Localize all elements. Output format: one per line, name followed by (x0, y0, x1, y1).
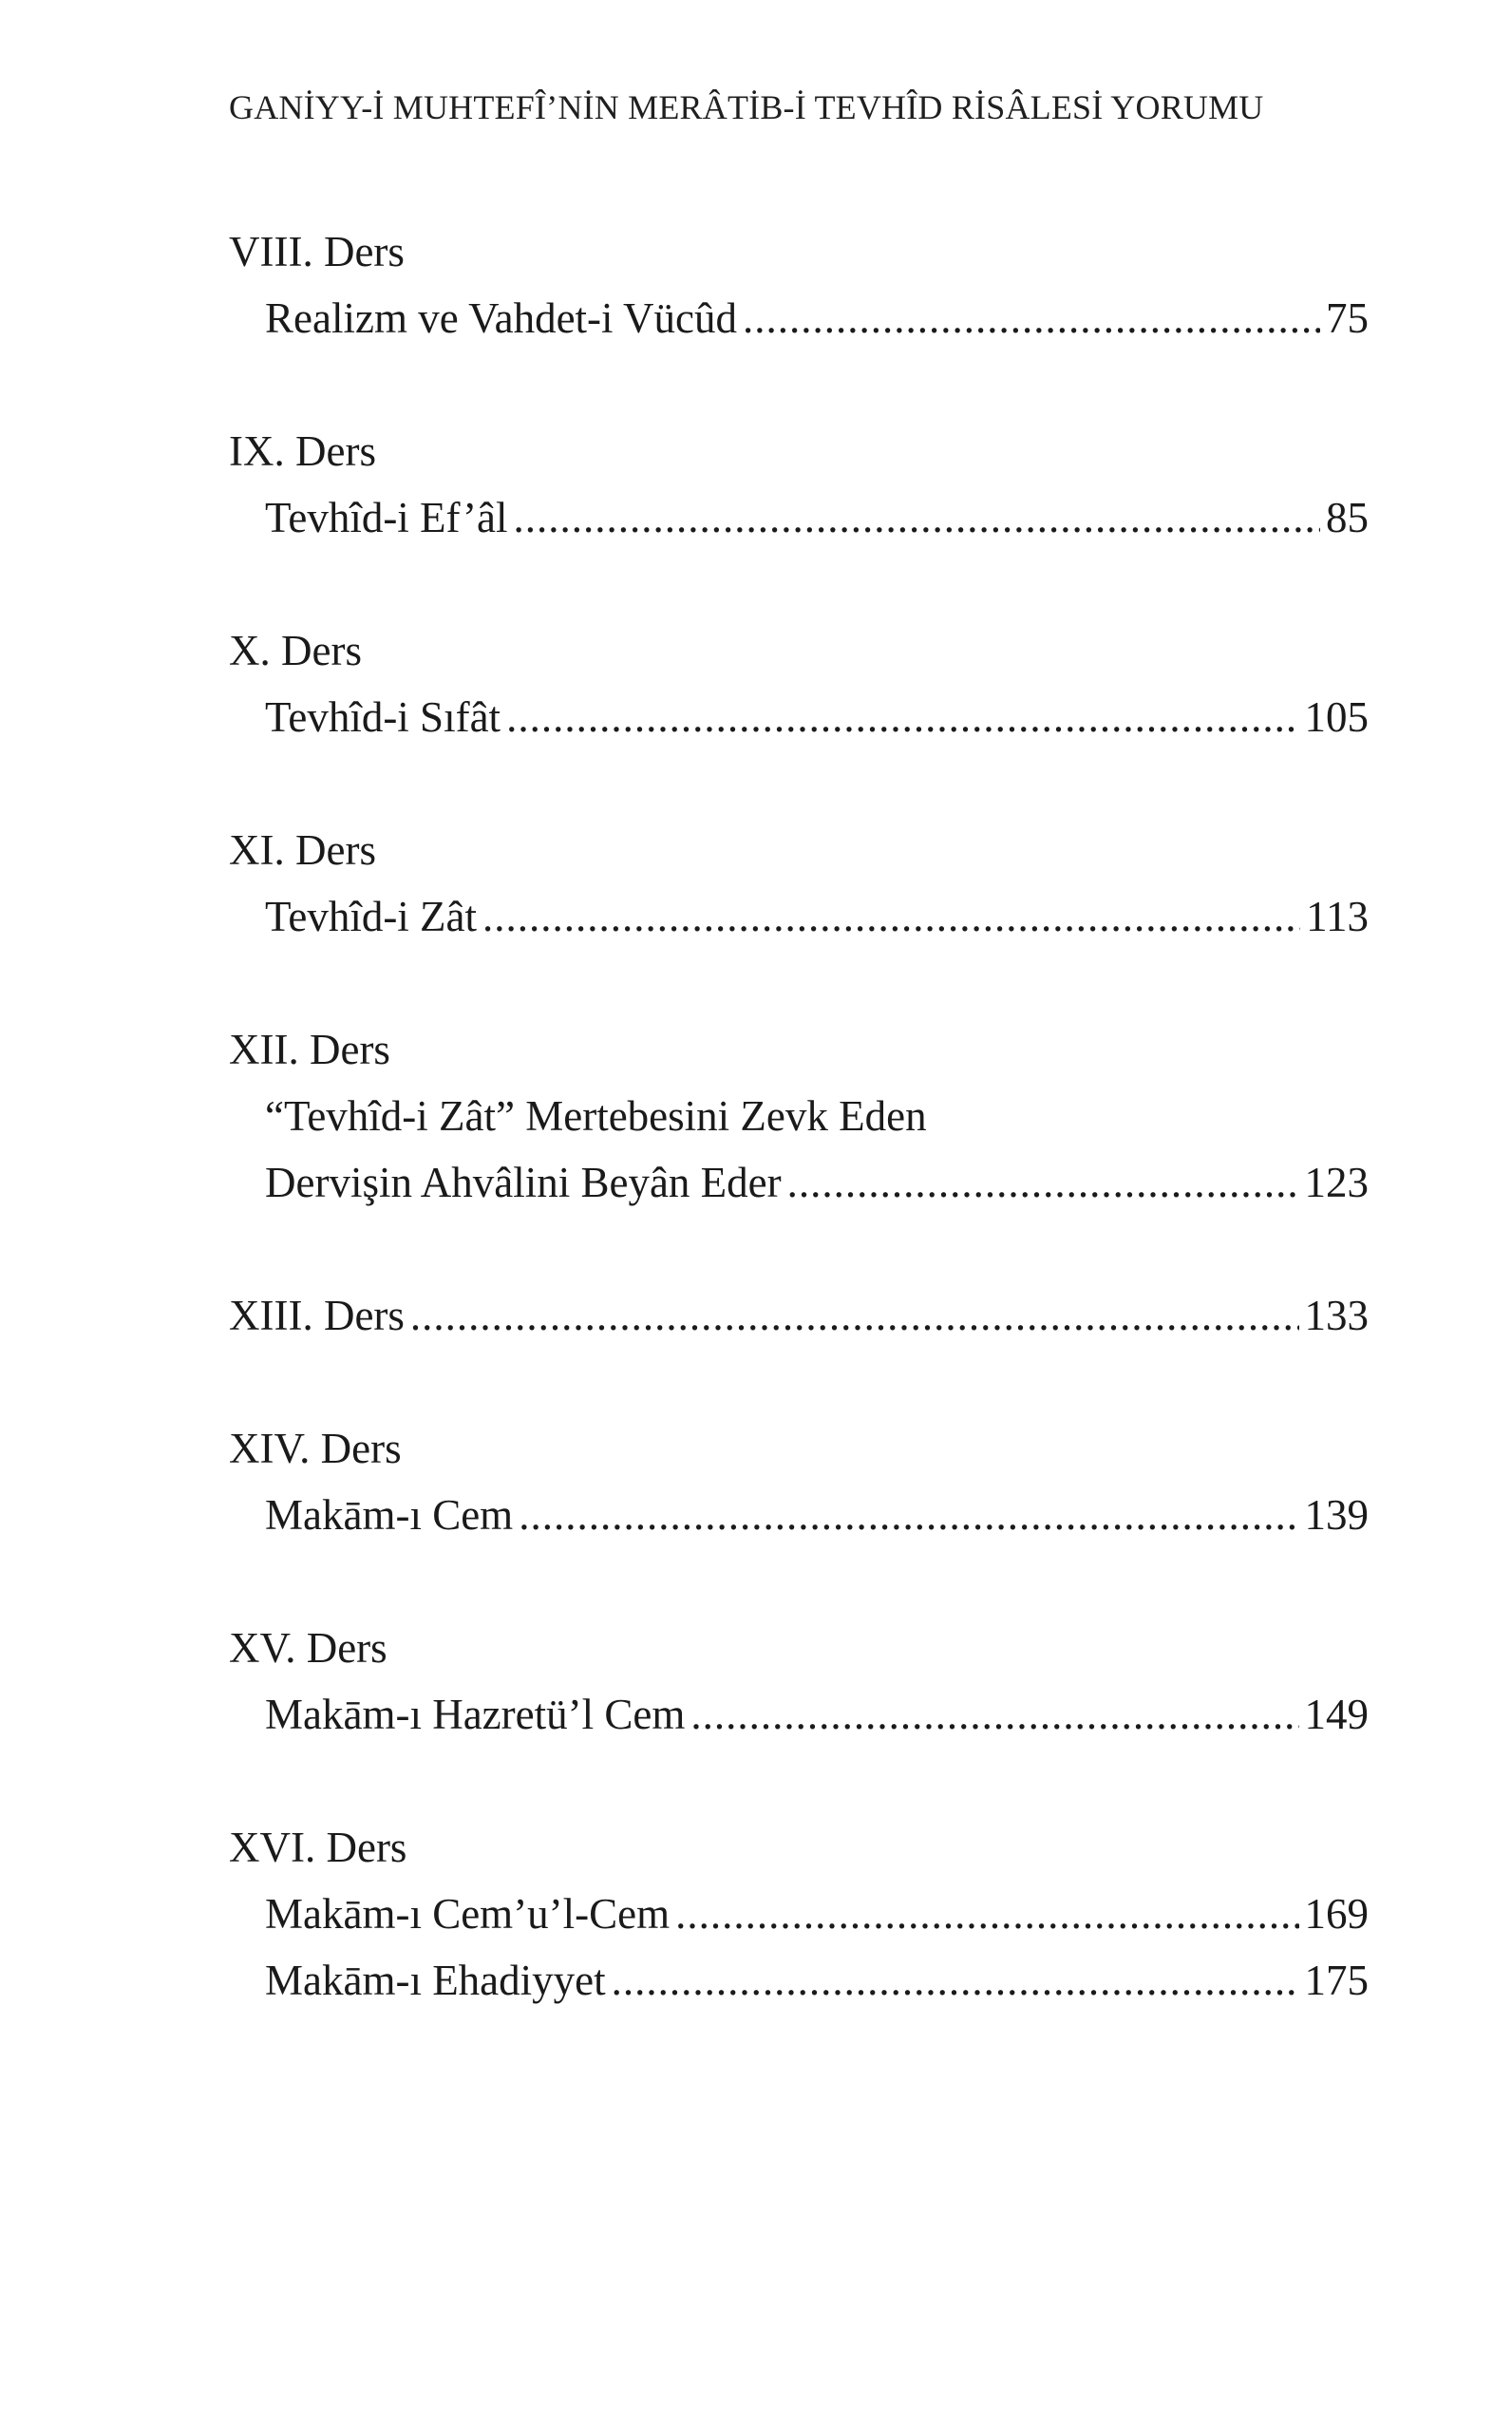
toc-section-xvi (229, 1814, 1369, 2014)
dot-leader (519, 1482, 1298, 1548)
page-number: 133 (1304, 1292, 1369, 1339)
toc-section-xiii (229, 1282, 1369, 1349)
toc-entry[interactable] (229, 484, 1369, 551)
toc-section-xiv (229, 1415, 1369, 1548)
toc-entry[interactable] (229, 1149, 1369, 1216)
section-heading: XIV. Ders (229, 1425, 402, 1472)
entry-title: Makām-ı Cem’u’l-Cem (265, 1890, 671, 1938)
toc-entry[interactable] (229, 1282, 1369, 1349)
toc-section-xi (229, 817, 1369, 950)
page-number: 175 (1304, 1957, 1369, 2004)
section-heading: XVI. Ders (229, 1824, 407, 1871)
section-heading: XIII. Ders (229, 1292, 405, 1339)
page-number: 139 (1304, 1491, 1369, 1539)
page-number: 169 (1304, 1890, 1369, 1938)
toc-entry[interactable] (229, 883, 1369, 950)
entry-title: Makām-ı Ehadiyyet (265, 1957, 606, 2004)
page-number: 105 (1304, 693, 1369, 741)
dot-leader (743, 285, 1320, 351)
toc-section-xv (229, 1615, 1369, 1748)
running-header: GANİYY-İ MUHTEFÎ’NİN MERÂTİB-İ TEVHÎD RİSÂLESİ YORUMU (229, 88, 1264, 126)
page-number: 75 (1326, 294, 1369, 342)
entry-title: Realizm ve Vahdet-i Vücûd (265, 294, 737, 342)
section-heading: XI. Ders (229, 826, 376, 874)
dot-leader (612, 1947, 1299, 2014)
section-heading: X. Ders (229, 627, 362, 674)
page-number: 113 (1306, 893, 1369, 940)
page-number: 85 (1326, 494, 1369, 541)
dot-leader (513, 484, 1320, 551)
dot-leader (506, 684, 1298, 750)
toc-entry[interactable] (229, 1881, 1369, 1947)
page-number: 149 (1304, 1691, 1369, 1738)
toc-section-x (229, 617, 1369, 750)
dot-leader (675, 1881, 1298, 1947)
dot-leader (690, 1681, 1298, 1748)
section-heading: VIII. Ders (229, 228, 405, 275)
toc-entry[interactable] (229, 1482, 1369, 1548)
toc-section-xii (229, 1016, 1369, 1216)
toc-section-ix (229, 418, 1369, 551)
entry-title: Makām-ı Cem (265, 1491, 514, 1539)
entry-title-line: “Tevhîd-i Zât” Mertebesini Zevk Eden (265, 1092, 927, 1140)
entry-title: Tevhîd-i Sıfât (265, 693, 501, 741)
toc-entry[interactable] (229, 1681, 1369, 1748)
toc-entry[interactable] (229, 684, 1369, 750)
toc-entry[interactable] (229, 1947, 1369, 2014)
entry-title: Dervişin Ahvâlini Beyân Eder (265, 1159, 782, 1206)
toc-section-viii (229, 218, 1369, 351)
dot-leader (410, 1282, 1299, 1349)
section-heading: XV. Ders (229, 1624, 387, 1672)
section-heading: IX. Ders (229, 427, 376, 475)
entry-title: Tevhîd-i Ef’âl (265, 494, 508, 541)
entry-title: Tevhîd-i Zât (265, 893, 478, 940)
entry-title: Makām-ı Hazretü’l Cem (265, 1691, 686, 1738)
table-of-contents (229, 218, 1369, 2080)
section-heading: XII. Ders (229, 1026, 390, 1073)
dot-leader (482, 883, 1300, 950)
dot-leader (787, 1149, 1299, 1216)
toc-entry[interactable] (229, 285, 1369, 351)
page-number: 123 (1304, 1159, 1369, 1206)
